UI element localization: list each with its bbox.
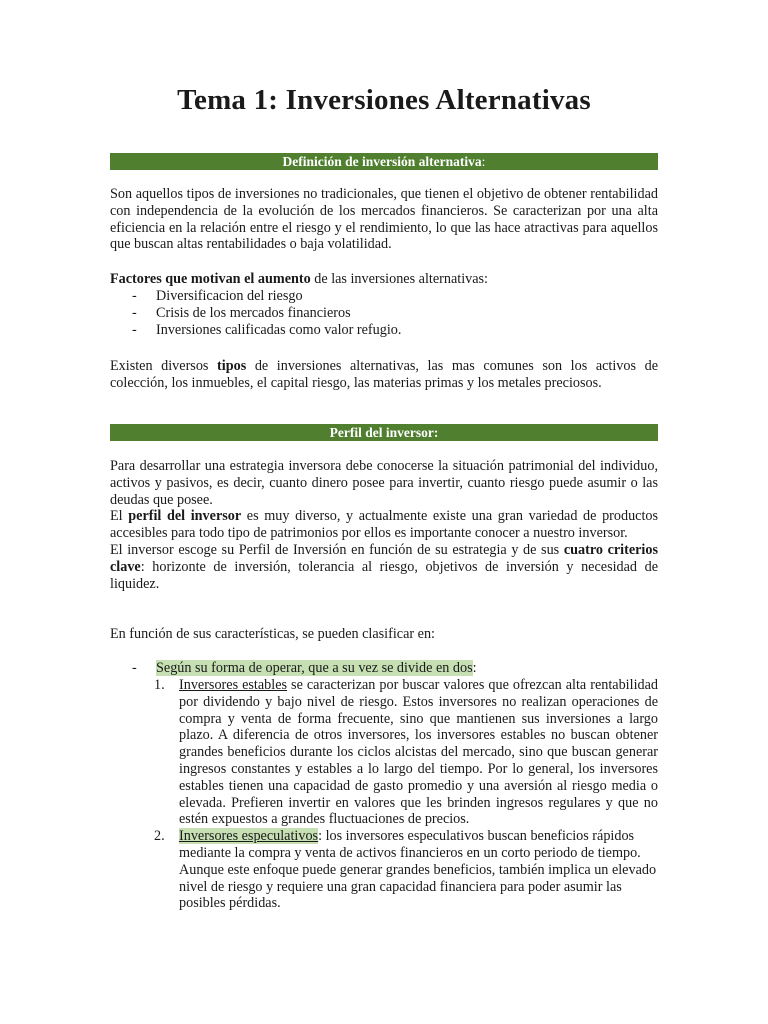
- factors-rest: de las inversiones alternativas:: [310, 271, 488, 287]
- factors-list: [110, 288, 658, 339]
- types-paragraph-block: [110, 358, 658, 392]
- perfil-paragraph-3: El inversor escoge su Perfil de Inversión en función de su estrategia y de sus cuatro criterios clave: horizonte de inversión, tolerancia al riesgo, objetivos de inversión y necesidad de liquidez.: [110, 541, 658, 592]
- classification-intro-block: [110, 626, 658, 643]
- list-item: - Según su forma de operar, que a su vez se divide en dos:: [132, 660, 477, 676]
- investor-type-name: Inversores especulativos: [179, 828, 319, 845]
- factors-block: [110, 271, 658, 339]
- classification-list: [110, 660, 658, 677]
- perfil-paragraph-2: El perfil del inversor es muy diverso, y actualmente existe una gran variedad de productos accesibles para todo tipo de patrimonios por ellos es importante conocer a nuestro inversor.: [110, 508, 659, 542]
- perfil-paragraph-1: Para desarrollar una estrategia inversora debe conocerse la situación patrimonial del individuo, activos y pasivos, es decir, cuanto dinero posee para invertir, cuanto riesgo puede asumir o las deudas que posee.: [110, 458, 658, 508]
- section-heading-perfil: [110, 424, 658, 441]
- section-heading-text: Perfil del inversor:: [329, 425, 439, 440]
- list-item: 2. Inversores especulativos: los inversores especulativos buscan beneficios rápidos mediante la compra y venta de activos financieros en un corto periodo de tiempo. Aunque este enfoque puede generar grandes beneficios, también implica un elevado nivel de riesgo y requiere una gran capacidad financiera para poder asumir las posibles pérdidas.: [154, 828, 657, 912]
- investor-type-text: : los inversores especulativos buscan beneficios rápidos mediante la compra y venta de activos financieros en un corto periodo de tiempo. Aunque este enfoque puede generar grandes beneficios, también implica un elevado nivel de riesgo y requiere una gran capacidad financiera para poder asumir las posibles pérdidas.: [179, 828, 657, 912]
- investor-types-list: [110, 677, 658, 912]
- list-item: - Crisis de los mercados financieros: [132, 304, 351, 321]
- investor-type-name: Inversores estables: [179, 677, 288, 693]
- types-paragraph: Existen diversos tipos de inversiones alternativas, las mas comunes son los activos de colección, los inmuebles, el capital riesgo, las materias primas y los metales preciosos.: [110, 358, 659, 391]
- section-heading-suffix: :: [481, 154, 486, 169]
- classification-intro: En función de sus características, se pueden clasificar en:: [110, 626, 435, 642]
- definition-paragraph: Son aquellos tipos de inversiones no tradicionales, que tienen el objetivo de obtener rentabilidad con independencia de la evolución de los mercados financieros. Se caracterizan por una alta eficiencia en la relación entre el riesgo y el rendimiento, lo que las hace atractivas para aquellos que buscan altas rentabilidades o baja volatilidad.: [110, 186, 658, 253]
- list-item: - Diversificacion del riesgo: [132, 287, 303, 304]
- perfil-bold: perfil del inversor: [128, 508, 242, 525]
- section-heading-definicion: [110, 153, 658, 170]
- types-bold: tipos: [217, 358, 247, 374]
- factors-bold: Factores que motivan el aumento: [110, 271, 311, 287]
- list-item: - Inversiones calificadas como valor refugio.: [132, 321, 402, 338]
- criterios-bold: cuatro criterios clave: [110, 541, 658, 575]
- classification-block: [110, 660, 658, 912]
- investor-type-text: se caracterizan por buscar valores que ofrezcan alta rentabilidad por dividendo y bajo nivel de riesgo. Estos inversores no realizan operaciones de compra y venta de forma frecuente, sino que mantienen sus inversiones a largo plazo. A diferencia de otros inversores, los inversores estables no buscan obtener grandes beneficios durante los ciclos alcistas del mercado, sino que buscan generar ingresos constantes y estables a lo largo del tiempo. Por lo general, los inversores estables tienen una capacidad de gasto promedio y una aversión al riesgo media o elevada. Prefieren invertir en valores que les brinden ingresos regulares y que no estén expuestos a grandes fluctuaciones de precios.: [179, 677, 658, 828]
- list-item: 1. Inversores estables se caracterizan por buscar valores que ofrezcan alta rentabilidad por dividendo y bajo nivel de riesgo. Estos inversores no realizan operaciones de compra y venta de forma frecuente, sino que mantienen sus inversiones a largo plazo. A diferencia de otros inversores, los inversores estables no buscan obtener grandes beneficios durante los ciclos alcistas del mercado, sino que buscan generar ingresos constantes y estables a lo largo del tiempo. Por lo general, los inversores estables tienen una capacidad de gasto promedio y una aversión al riesgo media o elevada. Prefieren invertir en valores que les brinden ingresos regulares y que no estén expuestos a grandes fluctuaciones de precios.: [154, 677, 658, 828]
- classification-label: Según su forma de operar, que a su vez se divide en dos: [156, 660, 473, 676]
- factors-intro: [110, 271, 658, 288]
- perfil-block: [110, 458, 658, 592]
- section-heading-text: Definición de inversión alternativa: [282, 154, 482, 169]
- page-title: Tema 1: Inversiones Alternativas: [177, 84, 591, 116]
- definition-paragraph-block: [110, 186, 658, 253]
